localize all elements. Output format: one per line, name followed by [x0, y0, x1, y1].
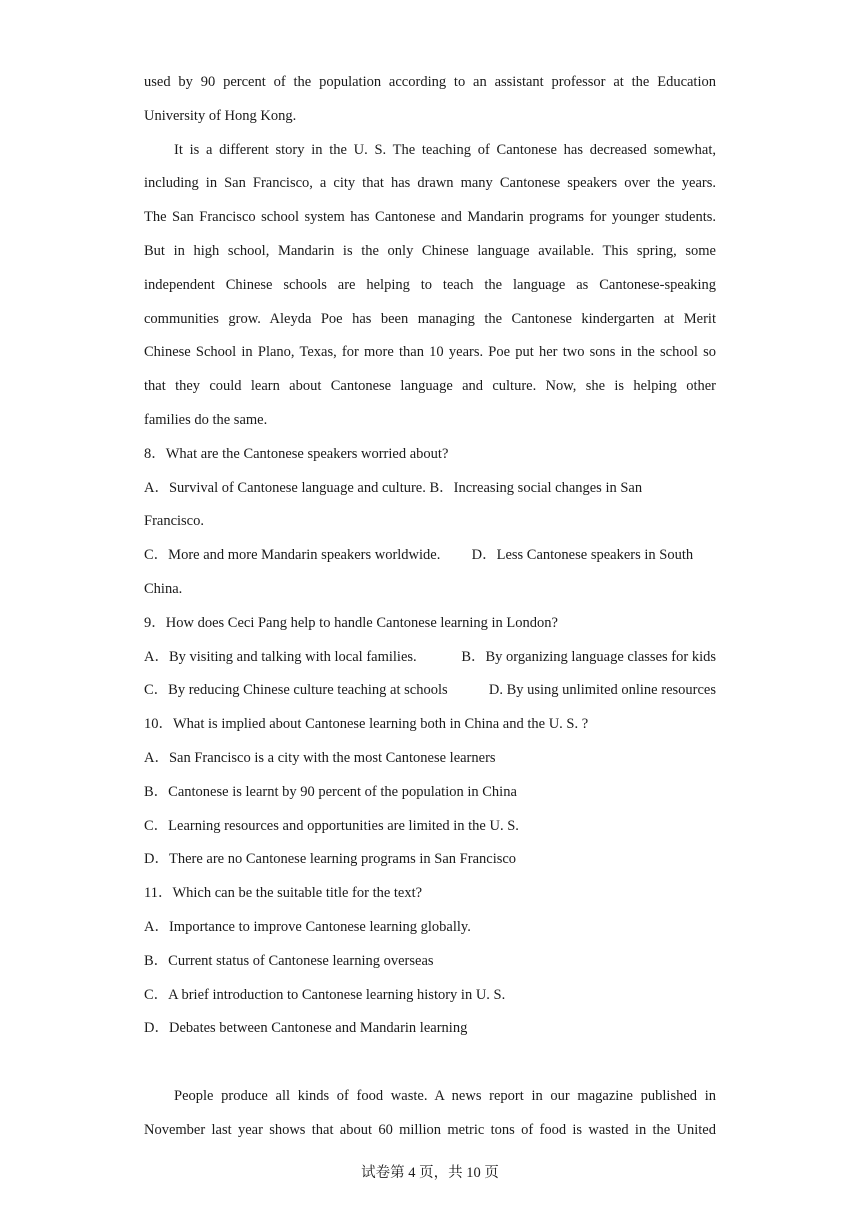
paragraph2-line-2: including in San Francisco, a city that has drawn many Cantonese speakers over the years. — [144, 175, 716, 192]
paragraph2-line-9: families do the same. — [144, 411, 268, 428]
question-10-option-a[interactable]: A．San Francisco is a city with the most Cantonese learners — [144, 749, 496, 766]
question-11-option-b[interactable]: B．Current status of Cantonese learning overseas — [144, 952, 434, 969]
paragraph2-line-8: that they could learn about Cantonese language and culture. Now, she is helping other — [144, 378, 716, 395]
paragraph1-line-1: used by 90 percent of the population according to an assistant professor at the Education — [144, 74, 716, 90]
question-9-option-a[interactable]: A．By visiting and talking with local families. — [144, 648, 417, 665]
paragraph1-line-2: University of Hong Kong. — [144, 107, 297, 124]
question-9-options-ab — [144, 647, 716, 681]
paragraph2-line-5: independent Chinese schools are helping to teach the language as Cantonese-speaking — [144, 276, 716, 293]
question-10-option-d[interactable]: D．There are no Cantonese learning programs in San Francisco — [144, 851, 517, 868]
paragraph3-line-2: November last year shows that about 60 million metric tons of food is wasted in the United — [144, 1121, 716, 1138]
page-footer: 试卷第 4 页，共 10 页 — [361, 1165, 499, 1181]
exam-page — [144, 72, 716, 1154]
question-8-options-ab — [144, 478, 716, 512]
question-11-option-c[interactable]: C．A brief introduction to Cantonese learning history in U. S. — [144, 986, 506, 1003]
question-8-options-cd — [144, 545, 716, 579]
question-10-option-c[interactable]: C．Learning resources and opportunities are limited in the U. S. — [144, 817, 519, 834]
question-8-option-c[interactable]: C．More and more Mandarin speakers worldwide. — [144, 547, 441, 564]
question-9-option-c[interactable]: C．By reducing Chinese culture teaching at schools — [144, 682, 448, 699]
paragraph2-line-3: The San Francisco school system has Cantonese and Mandarin programs for younger students. — [144, 209, 716, 226]
paragraph2-line-6: communities grow. Aleyda Poe has been managing the Cantonese kindergarten at Merit — [144, 310, 716, 327]
question-8-option-b[interactable]: B．Increasing social changes in San — [429, 479, 643, 496]
question-10-stem: 10．What is implied about Cantonese learning both in China and the U. S. ? — [144, 716, 589, 733]
paragraph3-line-1: People produce all kinds of food waste. A news report in our magazine published in — [174, 1087, 716, 1104]
question-8-stem: 8．What are the Cantonese speakers worried about? — [144, 445, 449, 462]
question-9-options-cd — [144, 680, 716, 714]
question-11-stem: 11．Which can be the suitable title for the text? — [144, 885, 423, 902]
question-9-stem: 9．How does Ceci Pang help to handle Cantonese learning in London? — [144, 614, 558, 631]
paragraph2-line-4: But in high school, Mandarin is the only Chinese language available. This spring, some — [144, 242, 716, 259]
question-8-option-a[interactable]: A．Survival of Cantonese language and culture. — [144, 479, 426, 496]
question-11-option-d[interactable]: D．Debates between Cantonese and Mandarin learning — [144, 1020, 468, 1037]
question-9-option-b[interactable]: B．By organizing language classes for kids — [461, 648, 716, 665]
paragraph2-line-7: Chinese School in Plano, Texas, for more than 10 years. Poe put her two sons in the school so — [144, 344, 716, 361]
paragraph2-line-1: It is a different story in the U. S. The teaching of Cantonese has decreased somewhat, — [174, 141, 716, 158]
question-9-option-d[interactable]: D. By using unlimited online resources — [488, 682, 716, 699]
question-10-option-b[interactable]: B．Cantonese is learnt by 90 percent of the population in China — [144, 783, 517, 800]
question-11-option-a[interactable]: A．Importance to improve Cantonese learning globally. — [144, 918, 471, 935]
question-8-option-b-cont: Francisco. — [144, 513, 204, 530]
question-8-option-d[interactable]: D．Less Cantonese speakers in South — [471, 547, 694, 564]
question-8-option-d-cont: China. — [144, 580, 183, 597]
section-gap — [144, 1052, 716, 1086]
